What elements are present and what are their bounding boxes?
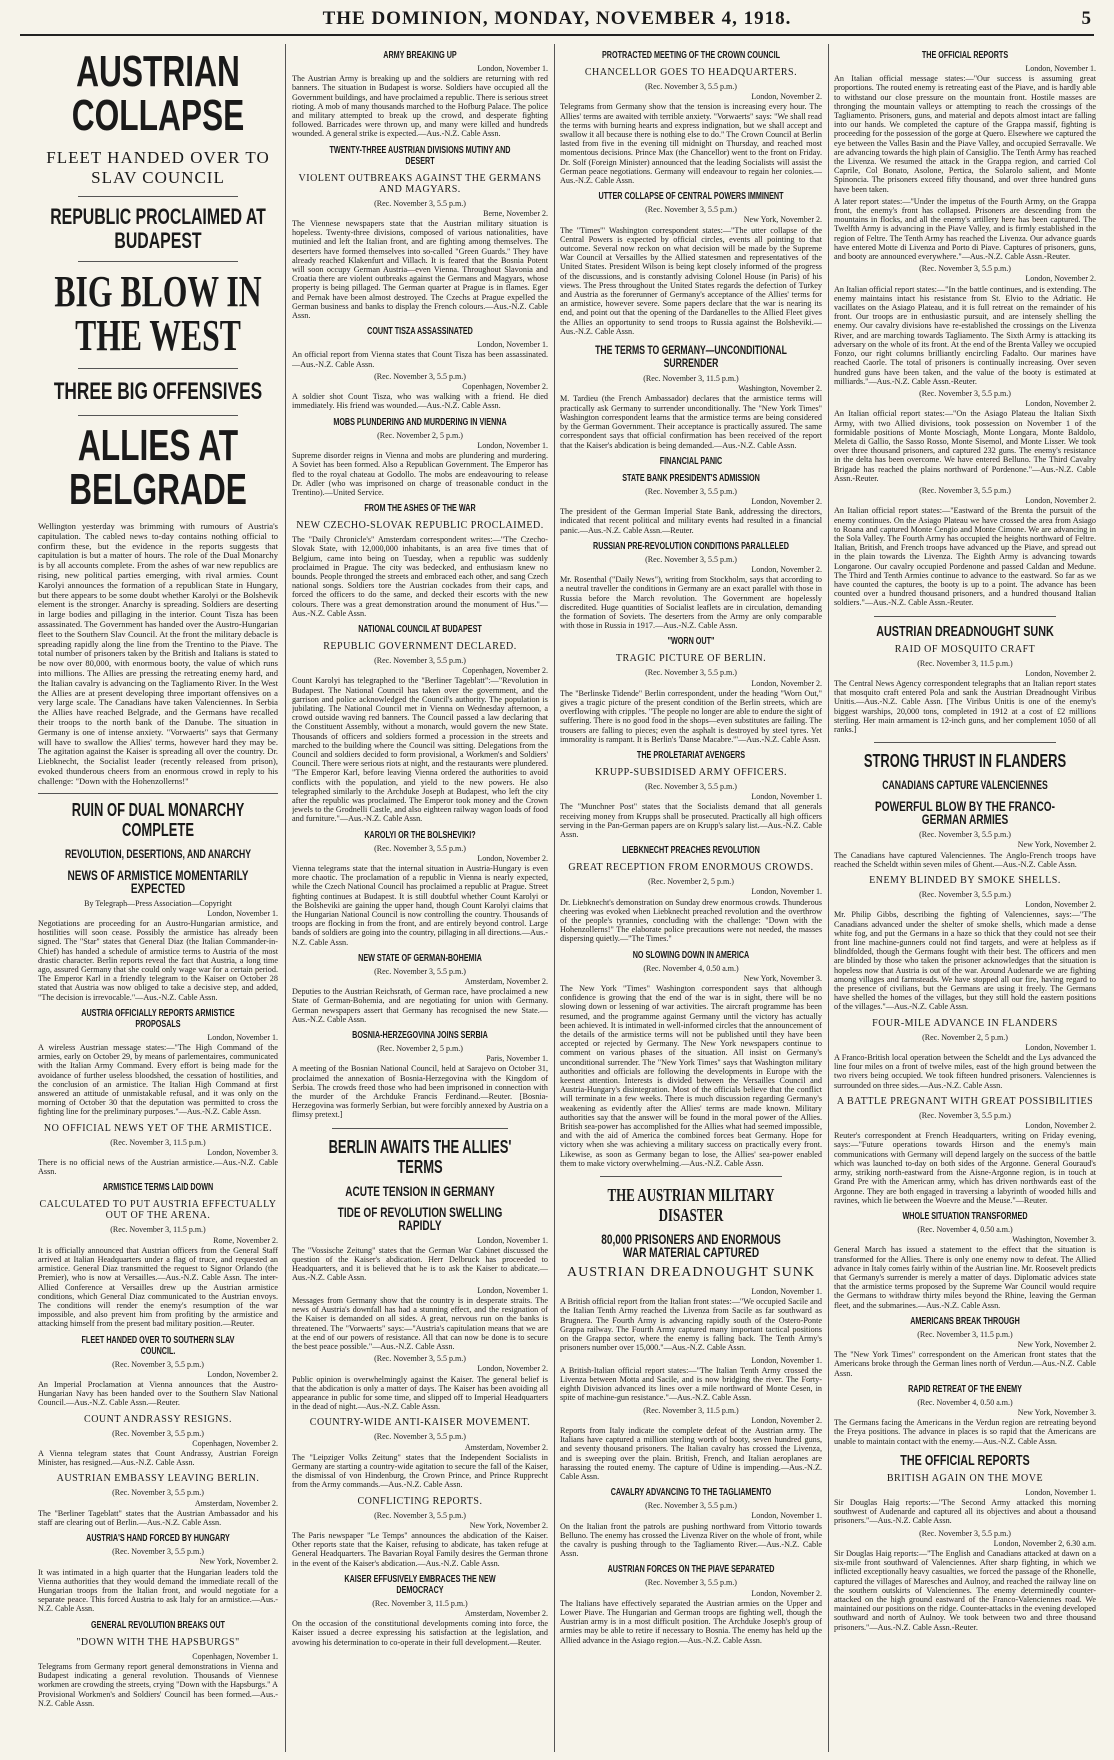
received-line: (Rec. November 4, 0.50 a.m.) — [643, 963, 739, 973]
subhead: NEW STATE OF GERMAN-BOHEMIA — [358, 952, 482, 964]
dateline: London, November 1. — [207, 908, 278, 918]
received-line: (Rec. November 3, 5.5 p.m.) — [112, 1547, 204, 1557]
subhead: CALCULATED TO PUT AUSTRIA EFFECTUALLY OUT OF THE ARENA. — [39, 1199, 277, 1222]
article-body: Dr. Liebknecht's demonstration on Sunday drew enormous crowds. Thunderous cheering was evoked when Liebknecht preached revolution and the overthrow of the people's tyrannies, concluding with the challenge: "Down with the Hohenzollerns!" The elaborate police precautions were not needed, the masses dispersing quietly.—"The Times." — [560, 897, 822, 944]
dateline: London, November 1. — [477, 64, 548, 73]
subhead-tension: ACUTE TENSION IN GERMANY — [345, 1182, 495, 1199]
article-body: Reports from Italy indicate the complete defeat of the Austrian army. The Italians have captured a million sterling worth of booty, seven hundred guns, and seventy thousand prisoners. The Italian cavalry has crossed the Livenza, and is sweeping over the plain. British, French, and Italian aeroplanes are harassing the routed enemy. The capture of Udine is impending.—Aus.-N.Z. Cable Assn. — [560, 1425, 822, 1481]
article-body: An Italian official message states:—"Our success is assuming great proportions. The routed enemy is retreating east of the Piave, and is hardly able to withstand our close pressure on the mountain front. Hostile masses are thronging the mountain valleys or attempting to reach the crossings of the Tagliamento. Prisoners, guns, and material and depots almost intact are falling into our hands. We completed the capture of the Grappa massif, fighting is proceeding for the possession of the gorge at Quero. Elsewhere we captured the eye between the Valles Basin and the Piave Valley, and occupied Serravalle. We are advancing towards the high plain of Cansiglio. The Tenth Army has reached the Livenza. We resumed the attack in the Grappa region, and carried Col Caprile, Col Bonato, Asolone, Pertica, the Solarolo salient, and Monte Spinoncia. The prisoners exceed fifty thousand, and over three hundred guns have been taken. — [834, 74, 1096, 194]
dateline: London, November 2. — [751, 496, 822, 506]
article-body: The "Times'" Washington correspondent states:—"The utter collapse of the Central Powers is expected by official circles, events all pointing to that outcome. Several now reckon on what decision will be made by the Supreme War Council at Versailles by the Allied statesmen and representatives of the United States. President Wilson is being kept closely informed of the progress of the discussions, and is constantly advising Colonel House (in Paris) of his views. The Press throughout the United States regards the defection of Turkey and Austria as the forerunner of Germany's acceptance of the Allies' terms for an armistice, however severe. Some papers declare that the war is nearing its end, and point out that the opening of the Dardanelles to the Allied Fleet gives the Allies an opportunity to send troops to Russia against the Bolsheviki.—Aus.-N.Z. Cable Assn. — [560, 225, 822, 336]
article-body: Public opinion is overwhelmingly against the Kaiser. The general belief is that the abdication is only a matter of days. The Kaiser has been avoiding all appearance in public for some time, and slipped off to Imperial Headquarters in the dead of night.—Aus.-N.Z. Cable Assn. — [292, 1374, 548, 1412]
dateline: Washington, November 2. — [738, 384, 822, 394]
subhead: BRITISH AGAIN ON THE MOVE — [886, 1472, 1044, 1484]
article-body: The "New York Times" correspondent on the American front states that the Americans broke through the German lines north of Verdun.—Aus.-N.Z. Cable Assn. — [834, 1350, 1096, 1378]
received-line: (Rec. November 3, 5.5 p.m.) — [374, 1354, 466, 1364]
dateline: London, November 1. — [751, 1511, 822, 1521]
divider — [332, 1128, 508, 1129]
article-body: Telegrams from Germany show that the tension is increasing every hour. The Allies' terms are awaited with terrible anxiety. "Vorwaerts" says: "We shall read the terms with burning hearts and express indignation, but we shall accept and swallow it all because there is nothing else to do." The Crown Council at Berlin lasted from five in the evening till midnight on Thursday, and reached most momentous decisions. Prince Max (the Chancellor) went to the front on Friday. Dr. Solf (Foreign Minister) announced that the leading Socialists will assist the German peace negotiations. Germany will endeavour to regain her colonies.—Aus.-N.Z. Cable Assn. — [560, 102, 822, 186]
dateline: New York, November 2. — [743, 215, 822, 225]
dateline: Copenhagen, November 2. — [192, 1438, 278, 1448]
article-body: A Vienna telegram states that Count Andrassy, Austrian Foreign Minister, has resigned.—Aus.-N.Z. Cable Assn. — [38, 1449, 278, 1468]
received-line: (Rec. November 3, 5.5 p.m.) — [919, 264, 1011, 274]
subhead: ENEMY BLINDED BY SMOKE SHELLS. — [869, 875, 1061, 887]
subhead: AUSTRIAN FORCES ON THE PIAVE SEPARATED — [607, 1564, 775, 1576]
article-body: The Canadians have captured Valenciennes. The Anglo-French troops have reached the Scheldt within seven miles of Ghent.—Aus.-N.Z. Cable Assn. — [834, 850, 1096, 869]
subhead: LIEBKNECHT PREACHES REVOLUTION — [622, 845, 760, 857]
received-line: (Rec. November 3, 5.5 p.m.) — [919, 1528, 1011, 1538]
subhead: RUSSIAN PRE-REVOLUTION CONDITIONS PARALLELED — [593, 540, 789, 552]
received-line: (Rec. November 3, 5.5 p.m.) — [374, 1510, 466, 1520]
article-body: A later report states:—"Under the impetus of the Fourth Army, on the Grappa front, the enemy's front has collapsed. Prisoners are descending from the mountains in flocks, and all the enemy's artillery here has been captured. The Twelfth Army is advancing in the Piave Valley, and is firmly established in the region of Feltre. The Tenth Army has reached the Livenza. Our advance guards have entered Motte di Livenza and Porto di Piave. Captures of prisoners, guns, and booty are announced everywhere."—Aus.-N.Z. Cable Assn.-Reuter. — [834, 196, 1096, 262]
received-line: (Rec. November 3, 5.5 p.m.) — [645, 668, 737, 678]
divider — [78, 196, 238, 197]
dateline: London, November 2. — [751, 564, 822, 574]
headline-berlin: BERLIN AWAITS THE ALLIES' TERMS — [328, 1136, 512, 1177]
headline-austrian-collapse: AUSTRIAN COLLAPSE — [71, 47, 245, 140]
dateline: Amsterdam, November 2. — [464, 977, 548, 987]
dateline: London, November 2. — [1025, 274, 1096, 284]
received-line: (Rec. November 3, 5.5 p.m.) — [645, 1501, 737, 1511]
received-line: (Rec. November 2, 5 p.m.) — [377, 430, 463, 440]
dateline: London, November 1. — [1025, 1042, 1096, 1052]
article-body: Sir Douglas Haig reports:—"The English and Canadians attacked at dawn on a six-mile front southward of Valenciennes. After sharp fighting, in which we inflicted exceptionally heavy casualties, we forced the passage of the Rhonelle, captured the villages of Maresches and Aulnoy, and reached the railway line on the southern outskirts of Valenciennes. The enemy determinedly counter-attacked on the high ground eastward of the Franco-Valenciennes road. We maintained our positions on the ridge. Counter-attacks in the evening developed southward and north of Aulnoy. We took between two and three thousand prisoners."—Aus.-N.Z. Cable Assn.-Reuter. — [834, 1548, 1096, 1632]
subhead: NO OFFICIAL NEWS YET OF THE ARMISTICE. — [43, 1122, 273, 1134]
subhead: NO SLOWING DOWN IN AMERICA — [632, 949, 750, 961]
article-body: The "Vossische Zeitung" states that the German War Cabinet discussed the question of the Kaiser's abdication. Herr Delbruck has proceeded to Headquarters, and it is believed that he is to ask the Kaiser to abdicate.—Aus.-N.Z. Cable Assn. — [292, 1245, 548, 1283]
subhead: CONFLICTING REPORTS. — [357, 1495, 483, 1507]
dateline: London, November 1. — [751, 792, 822, 802]
subhead: STATE BANK PRESIDENT'S ADMISSION — [622, 472, 760, 484]
subhead: THE PROLETARIAT AVENGERS — [636, 749, 746, 761]
dateline: London, November 1. — [751, 887, 822, 897]
subhead-tide: TIDE OF REVOLUTION SWELLING RAPIDLY — [337, 1203, 503, 1233]
dateline: Copenhagen, November 1. — [192, 1651, 278, 1661]
subhead-powerful-blow: POWERFUL BLOW BY THE FRANCO-GERMAN ARMIES — [875, 798, 1055, 828]
dateline: London, November 2. — [207, 1369, 278, 1379]
received-line: (Rec. November 3, 11.5 p.m.) — [643, 1405, 739, 1415]
dateline: London, November 2. — [751, 678, 822, 688]
article-body: On the occasion of the constitutional developments coming into force, the Kaiser issued a decree expressing his satisfaction at the legislation, and avowing his determination to co-operate in their full development.—Reuter. — [292, 1619, 548, 1647]
received-line: (Rec. November 3, 11.5 p.m.) — [110, 1225, 206, 1235]
dateline: London, November 2. — [751, 92, 822, 102]
article-body: It is officially announced that Austrian officers from the General Staff arrived at Italian Headquarters under a flag of truce, and requested an armistice. General Diaz transmitted the request to Signor Orlando (the Premier), who is now at Versailles.—Aus.-N.Z. Cable Assn. The inter-Allied Conference at Versailles drew up the Austrian armistice conditions, which General Diaz communicated to the Austrian envoys. The conditions will render the enemy's resumption of the war impossible, and also prevent him from profiting by the armistice and attacking himself from the present bad military position.—Reuter. — [38, 1245, 278, 1329]
subhead: THE TERMS TO GERMANY—UNCONDITIONAL SURRENDER — [595, 343, 787, 371]
article-body: The "Leipziger Volks Zeitung" states that the Independent Socialists in Germany are starting a country-wide agitation to secure the fall of the Kaiser, the dismissal of von Hindenburg, the Crown Prince, and Prince Rupprecht from the Army commands.—Aus.-N.Z. Cable Assn. — [292, 1452, 548, 1490]
received-line: (Rec. November 3, 5.5 p.m.) — [374, 1432, 466, 1442]
subhead: VIOLENT OUTBREAKS AGAINST THE GERMANS AND MAGYARS. — [298, 172, 542, 195]
subhead: WHOLE SITUATION TRANSFORMED — [902, 1210, 1028, 1222]
article-body: Mr. Rosenthal ("Daily News"), writing from Stockholm, says that according to a neutral traveller the conditions in Germany are an exact parallel with those in Russia before the March revolution. The Government are hopelessly discredited. Huge quantities of Socialist leaflets are in circulation, demanding the formation of Soviets. The deserters from the Army are only comparable with those in Russia in 1917.—Aus.-N.Z. Cable Assn. — [560, 575, 822, 631]
dateline: London, November 2. — [1025, 496, 1096, 506]
column-2 — [292, 44, 548, 1760]
headline-three-offensives: THREE BIG OFFENSIVES — [53, 378, 263, 405]
subhead: TRAGIC PICTURE OF BERLIN. — [615, 653, 767, 665]
subhead: AMERICANS BREAK THROUGH — [910, 1315, 1020, 1327]
subhead: NEW CZECHO-SLOVAK REPUBLIC PROCLAIMED. — [296, 520, 544, 532]
subhead: GREAT RECEPTION FROM ENORMOUS CROWDS. — [568, 862, 814, 874]
dateline: London, November 1. — [751, 1355, 822, 1365]
article-body: It was intimated in a high quarter that the Hungarian leaders told the Vienna authorities that they would demand the immediate recall of the Hungarian troops from the Italian front, and would negotiate for a separate peace. This forced Austria to ask Italy for an armistice.—Aus.-N.Z. Cable Assn. — [38, 1567, 278, 1614]
received-line: (Rec. November 2, 5 p.m.) — [377, 1044, 463, 1054]
subhead: AUSTRIAN DREADNOUGHT SUNK — [876, 622, 1054, 640]
subhead: AUSTRIA OFFICIALLY REPORTS ARMISTICE PROPOSALS — [81, 1007, 235, 1030]
subhead: CAVALRY ADVANCING TO THE TAGLIAMENTO — [610, 1487, 772, 1499]
received-line: (Rec. November 2, 5 p.m.) — [648, 877, 734, 887]
article-body: The "Daily Chronicle's" Amsterdam correspondent writes:—"The Czecho-Slovak State, with 12,000,000 inhabitants, is an area five times that of Belgium, came into being on Tuesday, when a republic was suddenly proclaimed in Prague. The city was bedecked, and enthusiasm knew no bounds. People thronged the streets and embraced each other, and sang Czech national songs. Soldiers tore the Austrian cockades from their caps, and forced the officers to do the same, and decked their escorts with the new colours. There was a great demonstration around the monument of Hus."—Aus.-N.Z. Cable Assn. — [292, 535, 548, 618]
subhead: BOSNIA-HERZEGOVINA JOINS SERBIA — [352, 1030, 488, 1042]
article-body: A British-Italian official report states:—"The Italian Tenth Army crossed the Livenza between Motta and Sacile, and is now bridging the river. The Forty-eighth Division advanced its lines over a mile northward of Monte Cesen, in spite of machine-gun resistance."—Aus.-N.Z. Cable Assn. — [560, 1365, 822, 1403]
article-body: An Imperial Proclamation at Vienna announces that the Austro-Hungarian Navy has been handed over to the Southern Slav National Council.—Aus.-N.Z. Cable Assn.—Reuter. — [38, 1380, 278, 1408]
divider — [38, 793, 278, 794]
article-body: The Central News Agency correspondent telegraphs that an Italian report states that mosquito craft entered Pola and sank the Austrian Dreadnought Viribus Unitis.—Aus.-N.Z. Cable Assn. [The Viribus Unitis is one of the enemy's biggest warships, 20,000 tons, completed in 1912 at a cost of £2 millions sterling. Her main armament is 12-inch guns, and her complement 1050 of all ranks.] — [834, 678, 1096, 734]
headline-allies-belgrade: ALLIES AT BELGRADE — [69, 421, 247, 514]
dateline: London, November 2. — [751, 1415, 822, 1425]
dateline: Amsterdam, November 2. — [464, 1608, 548, 1618]
divider — [78, 368, 238, 369]
received-line: (Rec. November 3, 5.5 p.m.) — [374, 966, 466, 976]
article-body: The Viennese newspapers state that the Austrian military situation is hopeless. Twenty-three divisions, composed of various nationalities, have mutinied and left the Italian front, and are fighting among themselves. The deserters have formed themselves into so-called "Green Guards." They have already reached Klakenfurt and Villach. It is feared that the Bosnia Potent will soon occupy German Austria—even Vienna. Throughout Slavonia and Croatia there are violent outbreaks against the Germans and Magyars, whose property is being pillaged. The German quarter at Prague is in flames. Eger and Pernak have been almost destroyed. The Czechs at Prague expelled the German business and banks to display the French colours.—Aus.-N.Z. Cable Assn. — [292, 219, 548, 321]
article-body: Deputies to the Austrian Reichsrath, of German race, have proclaimed a new State of German-Bohemia, and are negotiating for union with Germany. German newspapers assert that Germany has recognised the new State.—Aus.-N.Z. Cable Assn. — [292, 987, 548, 1024]
subhead: NATIONAL COUNCIL AT BUDAPEST — [358, 623, 482, 635]
article-body: There is no official news of the Austrian armistice.—Aus.-N.Z. Cable Assn. — [38, 1157, 278, 1177]
received-line: (Rec. November 3, 5.5 p.m.) — [919, 1110, 1011, 1120]
received-line: (Rec. November 3, 11.5 p.m.) — [643, 374, 739, 384]
received-line: (Rec. November 3, 5.5 p.m.) — [112, 1488, 204, 1498]
article-body: On the Italian front the patrols are pushing northward from Vittorio towards Belluno. The enemy has crossed the Livenza River on the whole of front, while the cavalry is pushing through to the Tagliamento River.—Aus.-N.Z. Cable Assn. — [560, 1521, 822, 1559]
article-body: The "Berlinske Tidende" Berlin correspondent, under the heading "Worn Out," gives a tragic picture of the present condition of the Berlin streets, which are overflowing with cripples. "The people no longer are able to endure the sight of suffering. There is no good food in the shops—even substitutes are failing. The trousers are falling to pieces; even the asphalt is destroyed by steel tyres. Yet immorality is rampant. It is Berlin's 'Danse Macabre.'"—Aus.-N.Z. Cable Assn. — [560, 688, 822, 744]
divider — [600, 1176, 782, 1177]
article-body: Vienna telegrams state that the internal situation in Austria-Hungary is even more chaotic. The proclamation of a republic in Vienna is nearly expected, while the Czech National Council has proclaimed a republic at Prague. Street fighting continues at Budapest. It is still doubtful whether Count Karolyi or the Bolsheviki are gaining the upper hand, though Count Karolyi claims that the Hungarian National Council is now controlling the country. Thousands of troops are flocking in from the front, and are entirely beyond control. Large bands of soldiers are going into the country, pillaging in all directions.—Aus.-N.Z. Cable Assn. — [292, 864, 548, 947]
article-body: A Franco-British local operation between the Scheldt and the Lys advanced the line four miles on a front of twelve miles, east of the high ground between the two rivers being occupied. We took fifteen hundred prisoners. Valenciennes is surrounded on three sides.—Aus.-N.Z. Cable Assn. — [834, 1053, 1096, 1090]
headline-flanders: STRONG THRUST IN FLANDERS — [863, 751, 1067, 772]
subhead: AUSTRIAN EMBASSY LEAVING BERLIN. — [56, 1473, 260, 1485]
dateline: London, November 1. — [477, 440, 548, 450]
article-body: A British official report from the Italian front states:—"We occupied Sacile and the Italian Tenth Army reached the Livenza from Sacile as far southward as Brugnera. The Fourth Army is advancing rapidly south of the Ostero-Ponte Grappa railway. The Fourth Army captured many important tactical positions on the Grappa sector, where the enemy is falling back. The Tenth Army's prisoners number over 15,000."—Aus.-N.Z. Cable Assn. — [560, 1297, 822, 1353]
dateline: London, November 1. — [477, 1285, 548, 1295]
dateline: London, November 2. — [477, 853, 548, 863]
article-body: The New York "Times" Washington correspondent says that although confidence is growing that the end of the war is in sight, there will be no slowing down or lessening of war activities. The aircraft programme has been resumed, and the programme against Germany until the victory has actually been achieved. It is intimated in well-informed circles that the announcement of the details of the armistice terms will not be published until they have been accepted or rejected by Germany. The New York newspapers continue to comment on various phases of the situation. All insist on Germany's unconditional surrender. The "New York Times" says that Washington military authorities and officials are following the developments in Europe with the keenest attention. Interests is divided between the Versailles Council and Austria-Hungary's disintegration. Most of the officials believe that the conflict will terminate in a few weeks. There is much discussion regarding Germany's weakening as evidently after the Allies' terms are made known. Military authorities say that the answer will be found in the moral power of the Allies. British sea-power has accomplished for the Allies what had seemed impossible, and with the aid of America the combined forces beat Germany. Hope for victory when she was achieving a military success on practically every front. Likewise, as soon as Germany began to lose, the Allies' sea-power enabled them to make victory overwhelming.—Aus.-N.Z. Cable Assn. — [560, 984, 822, 1168]
article-body: Reuter's correspondent at French Headquarters, writing on Friday evening, says:—"Future operations towards Hirson and the enemy's main communications with Germany will depend largely on the success of the battle which was launched to-day on both sides of the Argonne. General Gouraud's army, striking north-eastward from the Aisne-Argonne region, is in touch at Grand Pre with the American army, which has driven northwards east of the Argonne. They are both engaged in traversing a labyrinth of wooded hills and ravines, which lie between the Woevre and the Meuse."—Reuter. — [834, 1131, 1096, 1205]
article-body: An Italian official report states:—"In the battle continues, and is extending. The enemy maintains intact his resistance from St. Elvio to the Adriatic. He vacillates on the Asiago Plateau, and it is full retreat on the remainder of his front. Our troops are in enthusiastic pursuit, and are intensely shelling the enemy. Our cavalry divisions have re-established the crossings on the Livenza River, and are marching towards Tagliamento. The Sixth Army is attacking its adversary on the whole of its front. At the end of the Brenta Valley we occupied Fonzo, our right columns brilliantly encircling Fadalto. Our marines have reached Caorle. The total of prisoners is continually increasing. Over seven hundred guns have been taken, and the value of the booty is estimated at milliards."—Aus.-N.Z. Cable Assn.-Reuter. — [834, 284, 1096, 386]
received-line: (Rec. November 3, 5.5 p.m.) — [112, 1428, 204, 1438]
divider — [874, 742, 1056, 743]
masthead-title: THE DOMINION, MONDAY, NOVEMBER 4, 1918. — [322, 8, 792, 29]
subhead: FOUR-MILE ADVANCE IN FLANDERS — [872, 1017, 1058, 1029]
dateline: Berne, November 2. — [483, 208, 548, 218]
headline-military-disaster: THE AUSTRIAN MILITARY DISASTER — [607, 1185, 775, 1226]
subhead: CHANCELLOR GOES TO HEADQUARTERS. — [584, 67, 798, 78]
page-number: 5 — [1081, 8, 1092, 29]
subhead: KAISER EFFUSIVELY EMBRACES THE NEW DEMOCRACY — [344, 1573, 496, 1596]
column-1 — [38, 44, 278, 1760]
received-line: (Rec. November 3, 5.5 p.m.) — [645, 82, 737, 91]
dateline: London, November 1. — [477, 1235, 548, 1245]
article-body: The "Berliner Tageblatt" states that the Austrian Ambassador and his staff are clearing out of Berlin.—Aus.-N.Z. Cable Assn. — [38, 1508, 278, 1528]
divider — [78, 415, 238, 416]
column-4 — [834, 44, 1096, 1760]
received-line: (Rec. November 3, 5.5 p.m.) — [374, 371, 466, 381]
subhead: RAPID RETREAT OF THE ENEMY — [908, 1383, 1022, 1395]
subhead-fleet: FLEET HANDED OVER TO SLAV COUNCIL — [46, 148, 270, 187]
dateline: Rome, November 2. — [213, 1235, 278, 1245]
dateline: London, November 1. — [207, 1032, 278, 1042]
article-body: The Austrian Army is breaking up and the soldiers are returning with red banners. The situation in Budapest is worse. Soldiers have occupied all the Government buildings, and have proclaimed a republic. There is serious street rioting. A mob of many thousands marched to the Hofburg Palace. The police and military attempted to break up the crowd, and desperate fighting followed. Barricades were thrown up, and many were killed and hundreds wounded. A general strike is expected.—Aus.-N.Z. Cable Assn. — [292, 74, 548, 139]
divider — [78, 261, 238, 262]
dateline: London, November 2. — [751, 1588, 822, 1598]
article-body: Mr. Philip Gibbs, describing the fighting of Valenciennes, says:—"The Canadians advanced under the shelter of smoke shells, which made a dense white fog, and put the Germans in a haze so thick that they could not see their front line machine-gunners could not find targets, and were at helpless as if blindfolded, though the Germans fought with their best. The officers and men are blinded by those who taken the prisoner acknowledges that the situation is hopeless now that Austria is out of the war. Around Audenarde we are fighting among villages and farmsteads. We have stopped all our fire, having regard to the presence of civilians, but the Germans are using it freely. The Germans have shelled the homes of the villages, but they still hold the eastern positions of the villages."—Aus.-N.Z. Cable Assn. — [834, 910, 1096, 1012]
article-body: Count Karolyi has telegraphed to the "Berliner Tageblatt":—"Revolution in Budapest. The National Council has taken over the government, and the garrison and police acknowledged the Council's authority. The population is jubilating. The National Council met in Vienna on Wednesday afternoon, a crowd outside waving red banners. The Council passed a law declaring that the Constituent Assembly, without a monarch, would govern the new State. Thousands of officers and soldiers formed a procession in the streets and marched to the building where the Council was sitting. Delegations from the Council and soldiers decided to form provisional, a Workmen's and Soldiers' Council. There were serious riots at night, and the restaurants were plundered. "The Emperor Karl, before leaving Vienna ordered the authorities to avoid conflicts with the population, and yield to the new powers. He also telegraphed similarly to the Archduke Joseph at Budapest, who left the city after the republic was proclaimed. The Emperor took money and the Crown jewels to the Grodnelli Castle, and also eighteen railway wagon loads of food and furniture."—Aus.-N.Z. Cable Assn. — [292, 676, 548, 824]
subhead: GENERAL REVOLUTION BREAKS OUT — [91, 1619, 225, 1631]
article-body: A wireless Austrian message states:—"The High Command of the armies, early on October 29, by means of parlementaires, communicated with the Italian Army Command. Every effort is being made for the avoidance of further useless bloodshed, the cessation of hostilities, and the conclusion of an armistice. The Italian High Command at first answered an attitude of unmistakable refusal, and it was only on the morning of October 30 that the deputation was permitted to cross the fighting line for the preliminary purposes."—Aus.-N.Z. Cable Assn. — [38, 1042, 278, 1117]
subhead: COUNT ANDRASSY RESIGNS. — [84, 1413, 232, 1425]
dateline: Copenhagen, November 2. — [462, 666, 548, 676]
received-line: (Rec. November 3, 11.5 p.m.) — [110, 1137, 206, 1147]
dateline: New York, November 2. — [199, 1557, 278, 1567]
subhead: ARMY BREAKING UP — [383, 50, 457, 61]
article-body: An Italian official report states:—"Eastward of the Brenta the pursuit of the enemy continues. On the Asiago Plateau we have crossed the area from Asiago to Roana and captured Monte Cengio and Monte Cimone. We are advancing in the Sola Valley. The Fourth Army has occupied the heights northward of Feltre. Italian, British, and French troops have advanced up the Piave, and spread out in the plain towards the Livenza. The Eighth Army is advancing towards Longarone. Our cavalry occupied Pordenone and passed Caldan and Medune. The Third and Tenth Armies continue to advance to the eastward. So far as we have counted the captures, the booty is up to a point. The advance has been counted over a hundred thousand prisoners, and a hundred thousand Italian soldiers."—Aus.-N.Z. Cable Assn.-Reuter. — [834, 506, 1096, 608]
received-line: (Rec. November 3, 5.5 p.m.) — [919, 830, 1011, 840]
received-line: (Rec. November 4, 0.50 a.m.) — [917, 1224, 1013, 1234]
received-line: (Rec. November 4, 0.50 a.m.) — [917, 1397, 1013, 1407]
received-line: (Rec. November 3, 5.5 p.m.) — [645, 781, 737, 791]
received-line: (Rec. November 3, 5.5 p.m.) — [112, 1359, 204, 1369]
headline-ruin: RUIN OF DUAL MONARCHY COMPLETE — [71, 799, 245, 840]
subhead: THE OFFICIAL REPORTS — [900, 1451, 1030, 1469]
byline: By Telegraph—Press Association—Copyright — [84, 898, 232, 908]
dateline: London, November 2. — [477, 1364, 548, 1374]
received-line: (Rec. November 3, 5.5 p.m.) — [645, 486, 737, 496]
article-body: An official report from Vienna states that Count Tisza has been assassinated.—Aus.-N.Z. Cable Assn. — [292, 350, 548, 369]
subhead: FINANCIAL PANIC — [659, 455, 723, 467]
dateline: London, November 1. — [751, 1287, 822, 1297]
dateline: Copenhagen, November 2. — [462, 382, 548, 392]
subhead: UTTER COLLAPSE OF CENTRAL POWERS IMMINENT — [598, 191, 784, 203]
subhead: FROM THE ASHES OF THE WAR — [364, 503, 476, 515]
received-line: (Rec. November 3, 11.5 p.m.) — [372, 1598, 468, 1608]
received-line: (Rec. November 3, 5.5 p.m.) — [919, 485, 1011, 495]
subhead: ARMISTICE TERMS LAID DOWN — [102, 1182, 214, 1194]
subhead: REPUBLIC GOVERNMENT DECLARED. — [323, 640, 517, 652]
received-line: (Rec. November 3, 5.5 p.m.) — [374, 843, 466, 853]
dateline: London, November 1. — [1025, 1487, 1096, 1497]
dateline: London, November 2, 6.30 a.m. — [993, 1538, 1096, 1548]
dateline: London, November 3. — [207, 1147, 278, 1157]
subhead-valenciennes: CANADIANS CAPTURE VALENCIENNES — [882, 778, 1048, 793]
received-line: (Rec. November 3, 5.5 p.m.) — [374, 198, 466, 208]
subhead: COUNT TISZA ASSASSINATED — [367, 326, 473, 338]
subhead: RAID OF MOSQUITO CRAFT — [894, 643, 1036, 655]
article-body: A meeting of the Bosnian National Council, held at Sarajevo on October 31, proclaimed the annexation of Bosnia-Herzegovina with the Kingdom of Serbia. The crowds freed those who had been imprisoned in connection with the murder of the Archduke Francis Ferdinand.—Reuter. [Bosnia-Herzegovina was formerly Serbian, but were forcibly annexed by Austria on a flimsy pretext.] — [292, 1064, 548, 1120]
dateline: London, November 1. — [477, 340, 548, 350]
article-body: Supreme disorder reigns in Vienna and mobs are plundering and murdering. A Soviet has been formed. Also a Republican Government. The Emperor has fled to the royal chateau at Godollo. The mobs are endeavouring to release Dr. Adler (who was imprisoned on charge of treasonable conduct in the Trentino).—United Service. — [292, 451, 548, 497]
subhead: KAROLYI OR THE BOLSHEVIKI? — [364, 829, 476, 841]
article-body: The president of the German Imperial State Bank, addressing the directors, indicated that recent political and military events had resulted in a financial panic.—Aus.-N.Z. Cable Assn.—Reuter. — [560, 507, 822, 535]
intro-paragraph: Wellington yesterday was brimming with rumours of Austria's capitulation. The cabled news to-day contains nothing official to confirm these, but the evidence in the reports suggests that capitulation is but a matter of hours. The role of the Dual Monarchy is by all accounts complete. From the ashes of war new republics are rising, new political parties emerging, with rival armies. Count Karolyi announces the formation of a republican State in Hungary, but there appears to be some doubt whether Karolyi or the Bolshevik element is the stronger. Anarchy is spreading. Soldiers are deserting in large bodies and pillaging in the interior. Count Tisza has been assassinated. The Government has handed over the Austro-Hungarian fleet to the Southern Slav Council. At the front the military debacle is spreading rapidly along the line from the Trentino to the Piave. The total number of prisoners taken by the British and Italians is stated to be now over 80,000, with enormous booty, the value of which runs into millions. The Allies are pressing the retreating enemy hard, and the Italian cavalry is advancing on the Tagliamento River. In the West the Allies are at present developing three important offensives on a very large scale. The Canadians have taken Valenciennes. In Serbia the Allies have reached Belgrade, and the Germans have recalled their troops to the north bank of the Danube. The situation in Germany is one of intense anxiety. "Vorwaerts" says that Germany will have to swallow the Allies' terms, however hard they may be. The agitation against the Kaiser is spreading all over the country. Dr. Liebknecht, the Socialist leader (recently released from prison), evoked thunderous cheers from an enormous crowd in reply to his challenge: "Down with the Hohenzollerns!" — [38, 521, 278, 786]
subhead-dreadnought: AUSTRIAN DREADNOUGHT SUNK — [567, 1265, 815, 1281]
subhead: PROTRACTED MEETING OF THE CROWN COUNCIL — [602, 50, 780, 61]
masthead — [20, 6, 1094, 36]
subhead: MOBS PLUNDERING AND MURDERING IN VIENNA — [333, 416, 507, 428]
article-body: Messages from Germany show that the country is in desperate straits. The news of Austria's downfall has had a stunning effect, and the resignation of the Kaiser is demanded on all sides. A great, nervous run on the banks is threatened. The "Vorwaerts" says:—"Austria's capitulation means that we are at the end of our powers of resistance. All that can now be done is to secure the best peace possible."—Aus.-N.Z. Cable Assn. — [292, 1295, 548, 1351]
headline-big-blow: BIG BLOW IN THE WEST — [54, 267, 262, 360]
article-body: The Italians have effectively separated the Austrian armies on the Upper and Lower Piave. The Hungarian and German troops are fighting well, though the Austrian army is in a most difficult position. The Archduke Joseph's group of armies may be able to retire if necessary to Bosnia. The enemy has held up the Allied advance in the Asiago region.—Aus.-N.Z. Cable Assn. — [560, 1598, 822, 1645]
article-body: An Italian official report states:—"On the Asiago Plateau the Italian Sixth Army, with two Allied divisions, took possession on November 1 of the formidable positions of Monte Mosciagh, Monte Longara, Monte Baldolo, Meleta di Gallio, the Sasso Rosso, Monte Sisemol, and Monte Lisser. We took over three thousand prisoners, and captured 232 guns. The enemy's resistance in the delta has been overcome. We have entered Belluno. The Third Cavalry Brigade has reached the plains northward of Pordenone."—Aus.-N.Z. Cable Assn.-Reuter. — [834, 409, 1096, 483]
dateline: New York, November 2. — [1017, 840, 1096, 850]
subhead-prisoners: 80,000 PRISONERS AND ENORMOUS WAR MATERIAL CAPTURED — [601, 1231, 781, 1261]
received-line: (Rec. November 3, 11.5 p.m.) — [917, 658, 1013, 668]
subhead: AUSTRIA'S HAND FORCED BY HUNGARY — [86, 1533, 230, 1545]
article-body: Negotiations are proceeding for an Austro-Hungarian armistice, and hostilities will soon cease. Possibly the armistice has already been signed. The "Star" states that General Diaz (the Italian Commander-in-Chief) has handed a schedule of armistice terms to Austria of the most drastic character. Berlin reports reveal the fact that Austria, a long time ago, assured Germany that she could only wage war for a certain period. The Emperor Karl in a friendly telegram to the Kaiser on October 28 stated that Austria was now obliged to take a decisive step, and added, "The decision is irrevocable."—Aus.-N.Z. Cable Assn. — [38, 918, 278, 1002]
dateline: New York, November 2. — [469, 1520, 548, 1530]
subhead-armistice-news: NEWS OF ARMISTICE MOMENTARILY EXPECTED — [67, 866, 249, 896]
article-body: M. Tardieu (the French Ambassador) declares that the armistice terms will practically ask Germany to surrender unconditionally. The "New York Times" Washington correspondent learns that the armistice terms are being considered by the German Government. Their acceptance is practically assured. The same correspondent says that official confirmation has been received of the report that the Kaiser's abdication is being demanded.—Aus.-N.Z. Cable Assn. — [560, 394, 822, 450]
article-body: The Germans facing the Americans in the Verdun region are retreating beyond the Freya positions. The advance in places is so rapid that the Americans are unable to maintain contact with the enemy.—Aus.-N.Z. Cable Assn. — [834, 1418, 1096, 1446]
received-line: (Rec. November 3, 11.5 p.m.) — [917, 1329, 1013, 1339]
subhead: KRUPP-SUBSIDISED ARMY OFFICERS. — [594, 766, 788, 778]
dateline: Paris, November 1. — [486, 1054, 548, 1064]
article-body: The Paris newspaper "Le Temps" announces the abdication of the Kaiser. Other reports state that the Kaiser, refusing to abdicate, has taken refuge at General Headquarters. The Bavarian Royal Family desires the German throne in the event of the Kaiser's abdication.—Aus.-N.Z. Cable Assn. — [292, 1530, 548, 1568]
subhead: FLEET HANDED OVER TO SOUTHERN SLAV COUNCIL. — [81, 1334, 235, 1357]
dateline: Amsterdam, November 2. — [194, 1498, 278, 1508]
received-line: (Rec. November 3, 5.5 p.m.) — [919, 890, 1011, 900]
article-body: General March has issued a statement to the effect that the situation is transformed for the Allies. There is only one enemy now to defeat. The Allied advance in Italy comes fairly within of the Austrian line. Mr. Roosevelt predicts that Germany's surrender is merely a matter of days. Diplomatic advices state that the armistice terms proposed by the Supreme War Council would require the Germans to withdraw thirty miles beyond the Rhine, leaving the German fleet, and the submarines.—Aus.-N.Z. Cable Assn. — [834, 1245, 1096, 1310]
subhead-republic: REPUBLIC PROCLAIMED AT BUDAPEST — [50, 204, 266, 253]
article-body: Sir Douglas Haig reports:—"The Second Army attacked this morning southwest of Audenarde and captured all its objectives and about a thousand prisoners."—Aus.-N.Z. Cable Assn. — [834, 1497, 1096, 1526]
received-line: (Rec. November 3, 5.5 p.m.) — [645, 205, 737, 215]
received-line: (Rec. November 3, 5.5 p.m.) — [645, 554, 737, 564]
divider — [874, 616, 1056, 617]
dateline: Washington, November 3. — [1012, 1235, 1096, 1245]
dateline: New York, November 2. — [1017, 1339, 1096, 1349]
dateline: London, November 1. — [1025, 64, 1096, 73]
dateline: Amsterdam, November 2. — [464, 1442, 548, 1452]
article-body: The "Munchner Post" states that the Socialists demand that all generals receiving money from Krupps shall be prosecuted. Practically all high officers serving in the Pan-German papers are on Krupp's salary list.—Aus.-N.Z. Cable Assn. — [560, 802, 822, 839]
dateline: London, November 2. — [1025, 1121, 1096, 1131]
column-3 — [560, 44, 822, 1760]
dateline: London, November 2. — [1025, 668, 1096, 678]
received-line: (Rec. November 2, 5 p.m.) — [922, 1032, 1008, 1042]
received-line: (Rec. November 3, 5.5 p.m.) — [919, 388, 1011, 398]
subhead: THE OFFICIAL REPORTS — [921, 50, 1009, 61]
dateline: New York, November 3. — [1017, 1407, 1096, 1417]
subhead-revolution: REVOLUTION, DESERTIONS, AND ANARCHY — [64, 846, 252, 861]
article-body: Telegrams from Germany report general demonstrations in Vienna and Budapest indicating a general revolution. Thousands of Viennese workmen are crowding the streets, crying "Down with the Hapsburgs." A Provisional Workmen's and Soldiers' Council has been formed.—Aus.-N.Z. Cable Assn. — [38, 1661, 278, 1708]
received-line: (Rec. November 3, 5.5 p.m.) — [645, 1578, 737, 1588]
dateline: New York, November 3. — [743, 973, 822, 983]
received-line: (Rec. November 3, 5.5 p.m.) — [374, 655, 466, 665]
subhead: "DOWN WITH THE HAPSBURGS" — [76, 1636, 240, 1648]
subhead: COUNTRY-WIDE ANTI-KAISER MOVEMENT. — [309, 1417, 531, 1429]
dateline: London, November 2. — [1025, 900, 1096, 910]
subhead: TWENTY-THREE AUSTRIAN DIVISIONS MUTINY AND DESERT — [329, 144, 511, 167]
subhead: A BATTLE PREGNANT WITH GREAT POSSIBILITIES — [836, 1095, 1094, 1107]
subhead: "WORN OUT" — [667, 636, 715, 648]
article-body: A soldier shot Count Tisza, who was walking with a friend. He died immediately. His friend was wounded.—Aus.-N.Z. Cable Assn. — [292, 392, 548, 411]
dateline: London, November 2. — [1025, 399, 1096, 409]
